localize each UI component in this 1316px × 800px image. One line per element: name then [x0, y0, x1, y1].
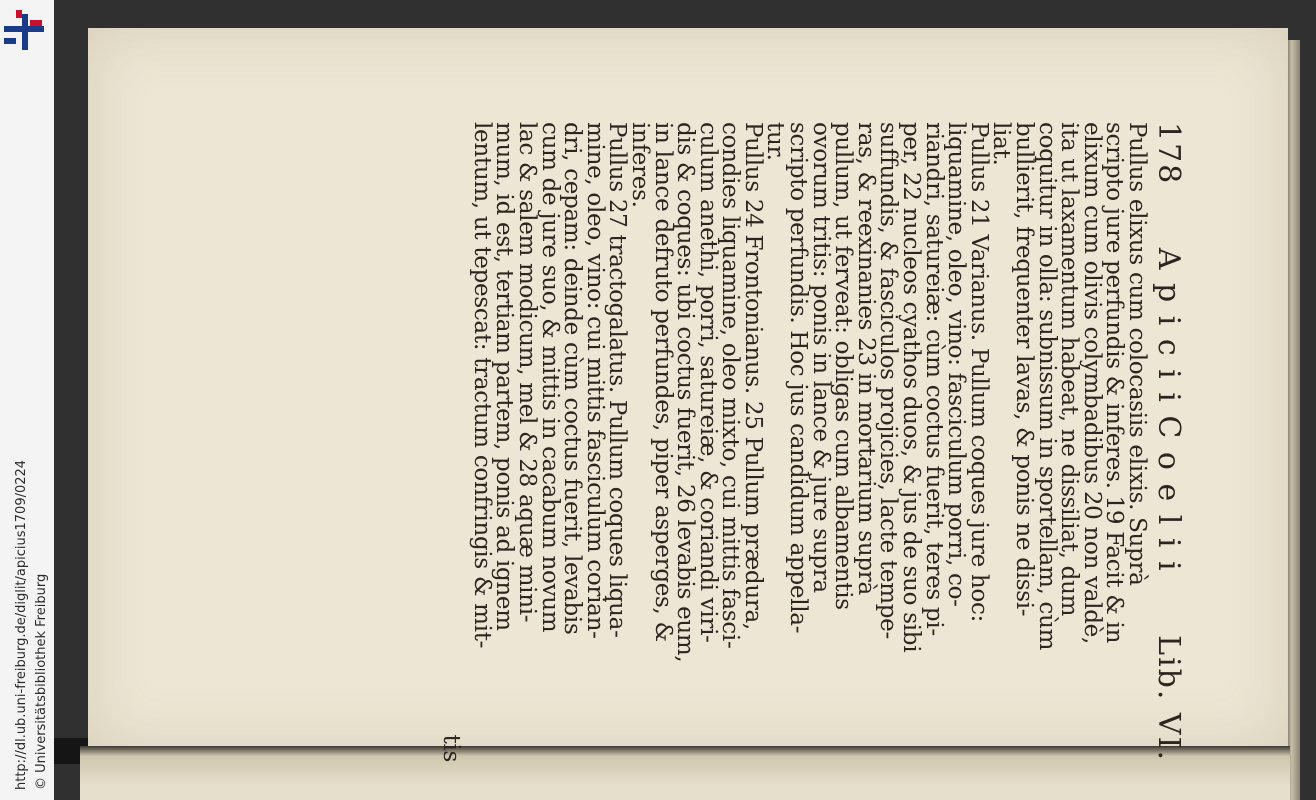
text-line: mum, id est, tertiam partem, ponis ad ignem — [491, 122, 518, 631]
text-line: scripto jure perfundis & inferes. 19 Facit & in — [1101, 122, 1128, 644]
text-line: in lance defruto perfundes, piper asperges, & — [649, 122, 676, 642]
text-line: cum de jure suo, & mittis in cacabum novum — [536, 122, 563, 633]
page-number: 178 — [1151, 122, 1186, 186]
text-line: elixum cum olivis colymbadibus 20 non valdè, — [1078, 122, 1105, 644]
text-line: per, 22 nucleos cyathos duos, & jus de suo sibi — [898, 122, 925, 653]
text-line: suffundis, & fasciculos projicies, lacte tempe- — [875, 122, 902, 639]
text-line: ita ut laxamentum habeat, ne dissiliat, dum — [1056, 122, 1083, 617]
text-line: dis & coques: ubi coctus fuerit, 26 levabis eum, — [672, 122, 699, 663]
text-line: culum anethi, porri, satureiæ, & coriandi viri- — [694, 122, 721, 643]
text-line: Pullus elixus cum colocasiis elixis. Suprà — [1124, 122, 1150, 586]
viewer-sidebar — [0, 0, 55, 800]
running-head — [1148, 122, 1188, 762]
author-head: A p i c i i C o e l i i — [1151, 247, 1186, 573]
university-logo-icon — [2, 8, 46, 52]
book-number: Lib. VI. — [1151, 635, 1186, 762]
text-block — [470, 122, 1148, 762]
page-edge — [1286, 40, 1300, 800]
text-line: condies liquamine, oleo mixto, cui mittis fasci- — [717, 122, 744, 649]
page-text — [228, 122, 1188, 762]
text-line: dri, cepam: deinde cùm coctus fuerit, levabis — [559, 122, 586, 635]
catchword: tis — [438, 734, 465, 762]
text-line: bullierit, frequenter lavas, & ponis ne dissi- — [1011, 122, 1038, 617]
text-line: coquitur in olla: subnissum in sportellam, cùm — [1033, 122, 1060, 651]
text-line: Pullus 27 tractogalatus. Pullum coques liqua- — [604, 122, 631, 638]
text-line: lentum, ut tepescat: tractum confringis & mit- — [468, 122, 495, 649]
text-line: inferes. — [626, 122, 653, 208]
text-line: mine, oleo, vino: cui mittis fasciculum corian- — [581, 122, 608, 639]
sidebar-caption — [12, 460, 52, 790]
text-line: liquamine, oleo, vino: fasciculum porri, co- — [943, 122, 970, 607]
text-line: ovorum tritis: ponis in lance & jure supra — [807, 122, 834, 593]
copyright-notice: © Universitätsbibliothek Freiburg — [34, 573, 49, 790]
text-line: pullum, ut ferveat: obligas cum albamentis — [830, 122, 857, 610]
text-line: riandri, satureiæ: cùm coctus fuerit, teres pi- — [920, 122, 947, 636]
text-line: Pullus 21 Varianus. Pullum coques jure hoc: — [965, 122, 992, 623]
text-line: lac & salem modicum, mel & 28 aquæ mini- — [513, 122, 540, 623]
text-line: tur. — [762, 122, 789, 161]
text-line: ras, & reexinanies 23 in mortarium suprà — [852, 122, 879, 595]
text-line: liat. — [988, 122, 1015, 166]
source-url-link[interactable]: http://dl.ub.uni-freiburg.de/diglit/apicius1709/0224 — [14, 459, 29, 790]
text-line: Pullus 24 Frontonianus. 25 Pullum prædura, — [739, 122, 766, 630]
text-line: scripto perfundis. Hoc jus candidum appella- — [785, 122, 812, 634]
